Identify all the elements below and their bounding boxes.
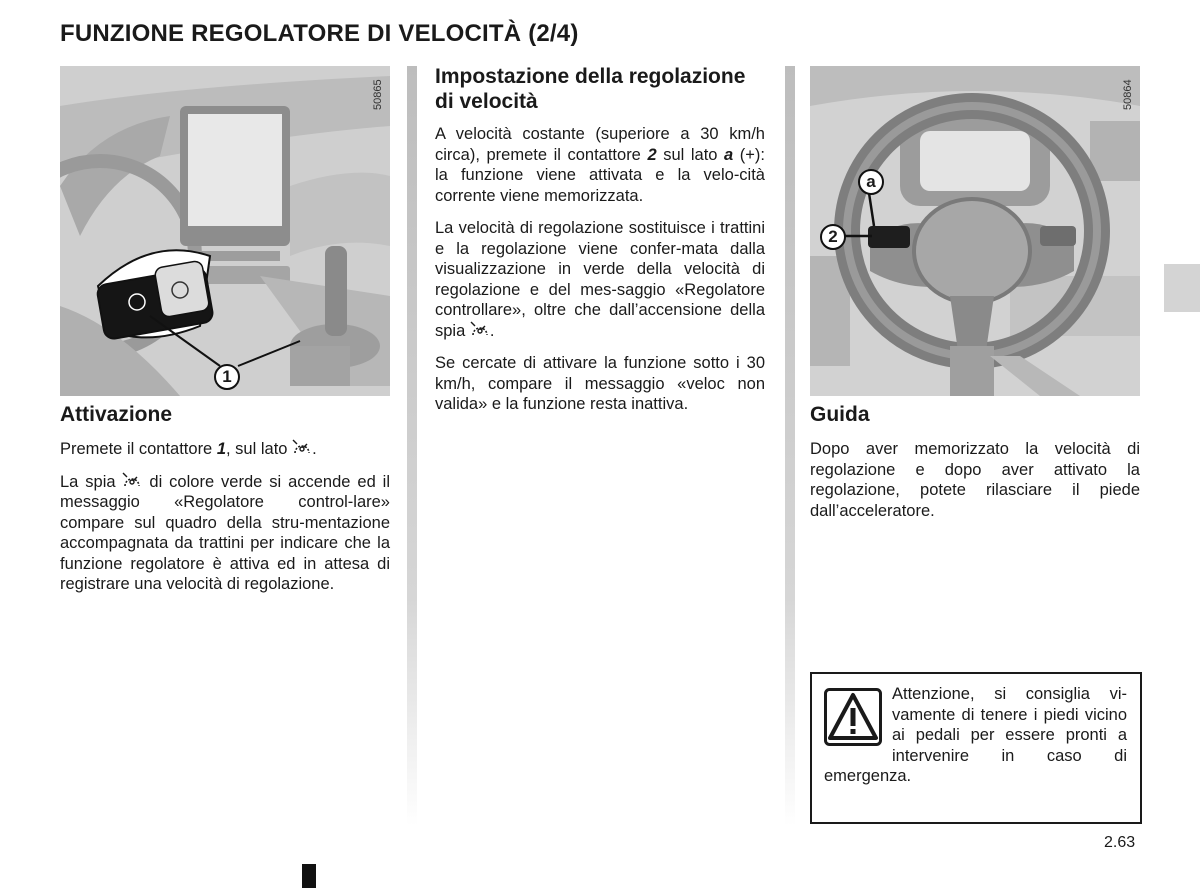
heading-guida: Guida [810, 403, 870, 426]
cruise-control-icon [122, 472, 142, 490]
console-illustration [60, 66, 390, 396]
figure-console [60, 66, 390, 396]
callout-a: a [858, 169, 884, 195]
warning-text: Attenzione, si consiglia vi-vamente di tenere i piedi vicino ai pedali per essere pronti a intervenire in caso di emergenza. [824, 685, 1127, 785]
column-separator-right [785, 66, 795, 826]
section-impostazione [435, 64, 765, 427]
paragraph-impostazione-1: A velocità costante (superiore a 30 km/h circa), premete il contattore 2 sul lato a (+): la funzione viene attivata e la velo-cità corrente viene memorizzata. [435, 125, 765, 205]
paragraph-attivazione-2: La spia di colore verde si accende ed il messaggio «Regolatore control-lare» compare sul quadro della stru-mentazione accompagnata da trattini per indicare che la funzione regolatore è attiva ed in attesa di registrare una velocità di regolazione. [60, 472, 390, 593]
page-title: FUNZIONE REGOLATORE DI VELOCITÀ (2/4) [60, 20, 579, 47]
paragraph-impostazione-3: Se cercate di attivare la funzione sotto i 30 km/h, compare il messaggio «veloc non valida» e la funzione resta inattiva. [435, 354, 765, 413]
steering-wheel-illustration [810, 66, 1140, 396]
paragraph-guida: Dopo aver memorizzato la velocità di regolazione e dopo aver attivato la regolazione, potete rilasciare il piede dall’acceleratore. [810, 440, 1140, 520]
figure-steering-wheel [810, 66, 1140, 396]
cruise-control-icon [470, 321, 490, 339]
section-guida [810, 402, 1140, 533]
figure-ref-number: 50865 [372, 79, 384, 110]
callout-1: 1 [214, 364, 240, 390]
cruise-switch [868, 226, 910, 248]
print-mark [302, 864, 316, 888]
callout-2: 2 [820, 224, 846, 250]
paragraph-attivazione-1: Premete il contattore 1, sul lato . [60, 440, 317, 458]
warning-box [810, 672, 1142, 824]
figure-ref-number: 50864 [1122, 79, 1134, 110]
heading-attivazione: Attivazione [60, 403, 173, 426]
paragraph-impostazione-2: La velocità di regolazione sostituisce i trattini e la regolazione viene confer-mata dalla visualizzazione in verde della velocità di regolazione e del mes-saggio «Regolatore controllare», oltre che dall’accensione della spia . [435, 219, 765, 340]
page-number: 2.63 [1104, 834, 1136, 851]
cruise-control-icon [292, 439, 312, 457]
column-separator-left [407, 66, 417, 826]
section-tab [1164, 264, 1200, 312]
section-attivazione [60, 402, 390, 607]
heading-impostazione: Impostazione della regolazione di velocità [435, 65, 746, 113]
